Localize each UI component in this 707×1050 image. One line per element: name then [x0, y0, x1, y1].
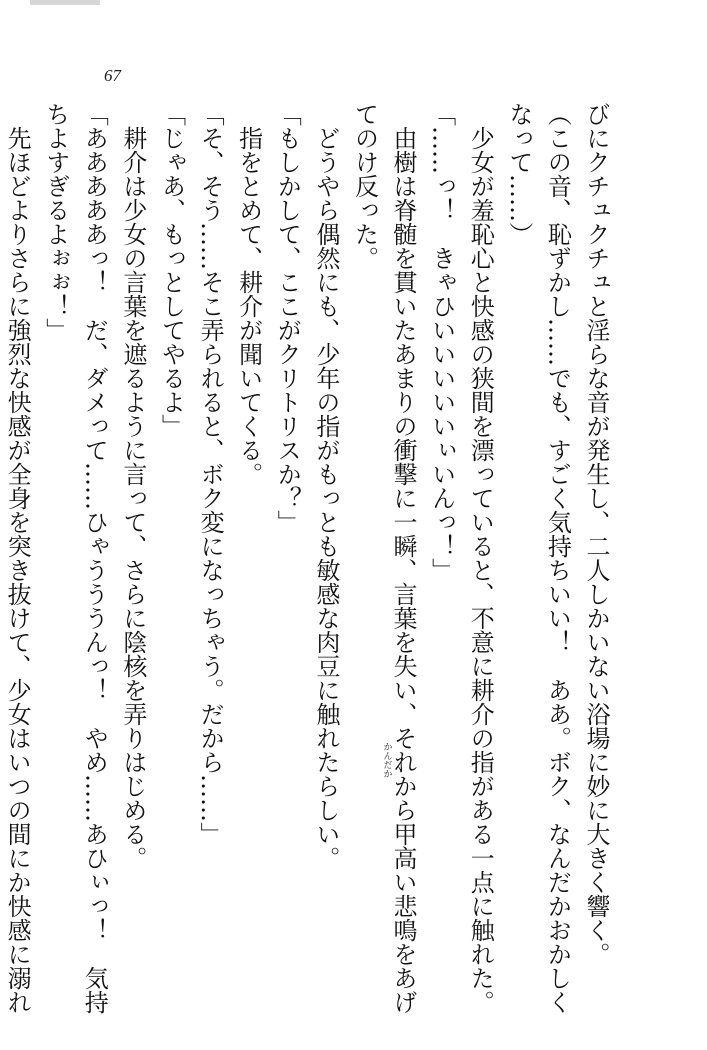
text-column-9: 「もしかして、ここがクリトリスか？」	[273, 102, 302, 534]
text-column-7: てのけ反った。	[350, 102, 379, 270]
text-column-14: 「あああああっ！ だ、ダメって……ひゃうううんっ！ やめ……あひぃっ！ 気持	[80, 102, 109, 1014]
text-column-3: なって……）	[504, 102, 533, 246]
text-column-5: 「……っ！ きゃひいいいいいぃいんっ！」	[427, 102, 456, 582]
text-column-4: 少女が羞恥心と快感の狭間を漂っていると、不意に耕介の指がある一点に触れた。	[466, 126, 495, 1014]
furigana-kandaka: かんだか	[381, 742, 392, 778]
text-column-13: 耕介は少女の言葉を遮るように言って、さらに陰核を弄りはじめる。	[118, 126, 147, 870]
text-column-1: びにクチュクチュと淫らな音が発生し、二人しかいない浴場に妙に大きく響く。	[582, 102, 610, 966]
text-column-8: どうやら偶然にも、少年の指がもっとも敏感な肉豆に触れたらしい。	[311, 126, 340, 870]
text-column-11: 「そ、そう……そこ弄られると、ボク変になっちゃう。だから……」	[196, 102, 225, 846]
text-column-12: 「じゃあ、もっとしてやるよ」	[157, 102, 186, 438]
page-number: 67	[104, 66, 121, 85]
text-column-16: 先ほどよりさらに強烈な快感が全身を突き抜けて、少女はいつの間にか快感に溺れ	[3, 126, 32, 1014]
vertical-text-body	[0, 102, 615, 1014]
text-column-2: （この音、恥ずかし……でも、すごく気持ちいい！ ああ。ボク、なんだかおかしく	[543, 102, 572, 1014]
text-column-6: 由樹は脊髄を貫いたあまりの衝撃に一瞬、言葉を失い、それから甲高い悲鳴をあげ	[389, 126, 418, 1014]
text-column-10: 指をとめて、耕介が聞いてくる。	[234, 126, 263, 486]
text-column-15: ちよすぎるよぉぉ！」	[41, 102, 70, 342]
text-column-6-wrapper	[381, 102, 422, 1014]
scan-smudge	[30, 0, 100, 5]
